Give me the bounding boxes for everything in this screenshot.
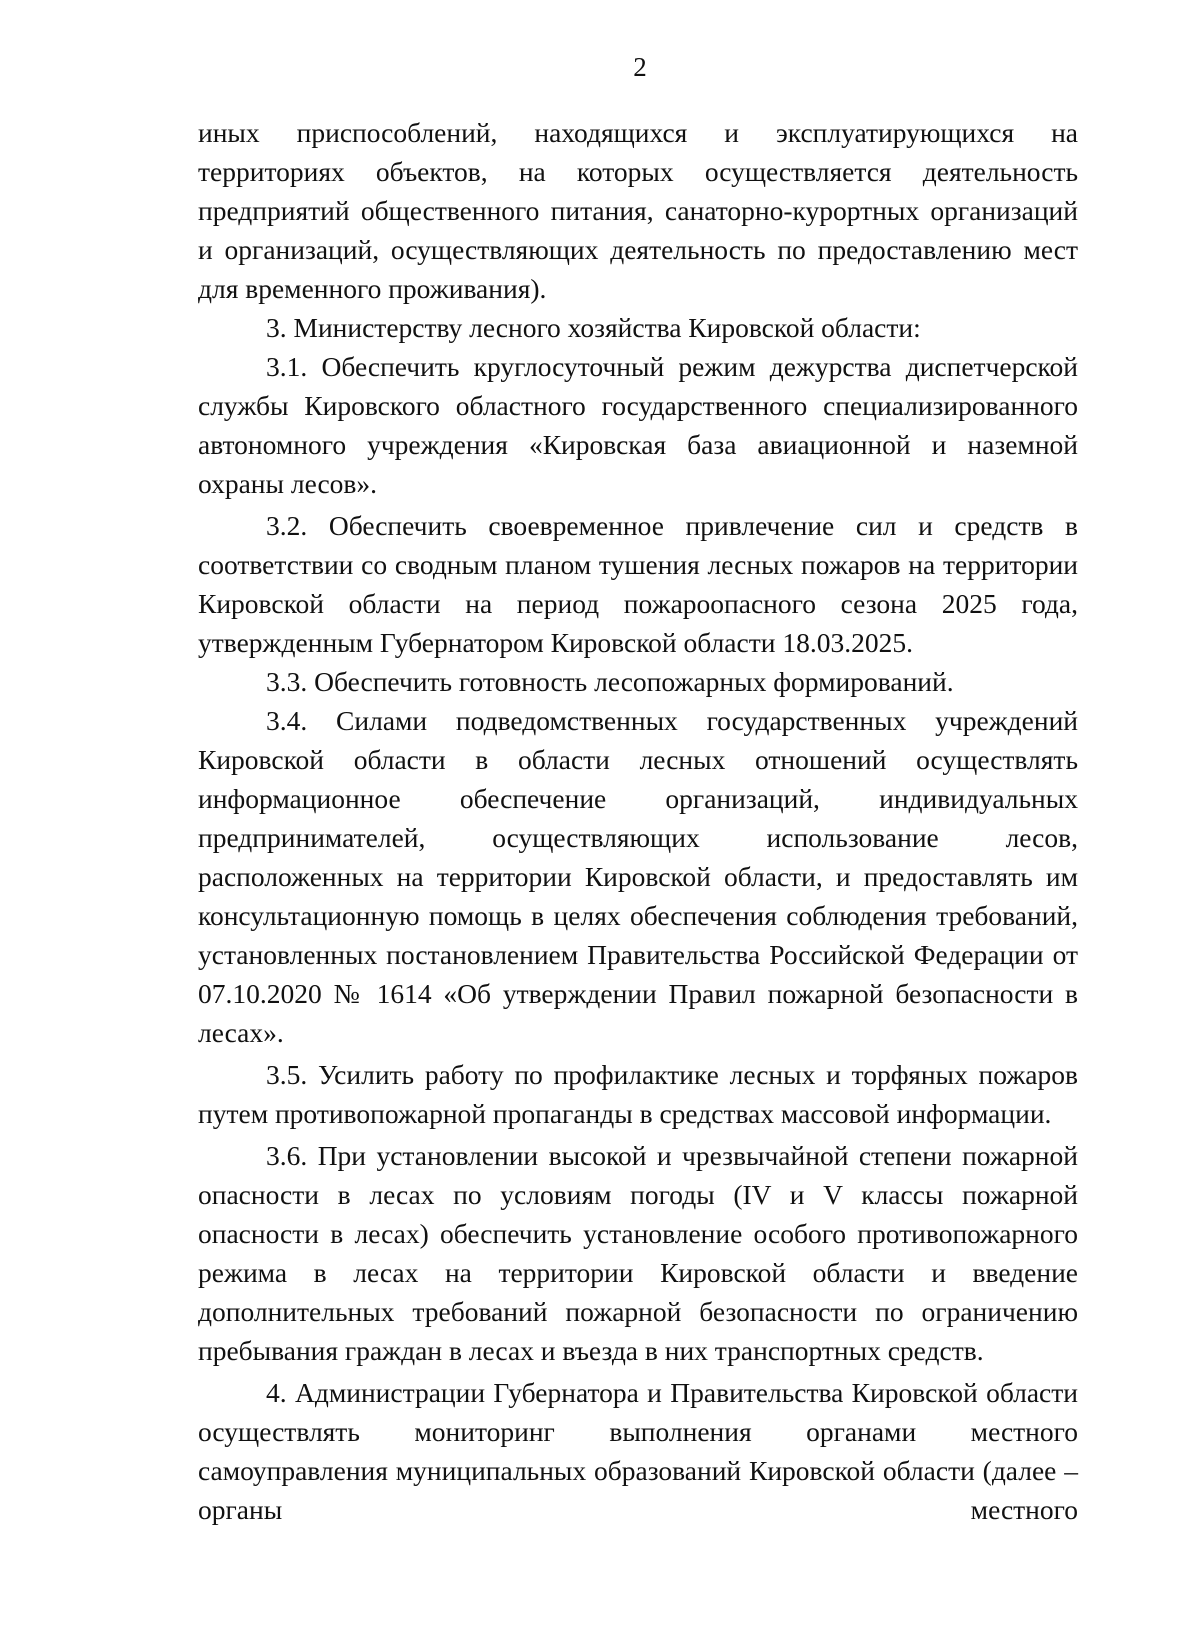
paragraph-item-3-6: 3.6. При установлении высокой и чрезвычайной степени пожарной опасности в лесах по условиям погоды (IV и V классы пожарной опасности в лесах) обеспечить установление особого противопожарного режима в лесах на территории Кировской области и введение дополнительных требований пожарной безопасности по ограничению пребывания граждан в лесах и въезда в них транспортных средств. <box>198 1140 1078 1366</box>
paragraph-item-3-1: 3.1. Обеспечить круглосуточный режим дежурства диспетчерской службы Кировского областного государственного специализированного автономного учреждения «Кировская база авиационной и наземной охраны лесов». <box>198 351 1078 499</box>
paragraph-item-3-3: 3.3. Обеспечить готовность лесопожарных формирований. <box>266 666 954 697</box>
paragraph-item-3-4: 3.4. Силами подведомственных государственных учреждений Кировской области в области лесных отношений осуществлять информационное обеспечение организаций, индивидуальных предпринимателей, осуществляющих использование лесов, расположенных на территории Кировской области, и предоставлять им консультационную помощь в целях обеспечения соблюдения требований, установленных постановлением Правительства Российской Федерации от 07.10.2020 № 1614 «Об утверждении Правил пожарной безопасности в лесах». <box>198 705 1078 1048</box>
paragraph-item-3: 3. Министерству лесного хозяйства Кировской области: <box>266 312 921 343</box>
paragraph-continuation: иных приспособлений, находящихся и эксплуатирующихся на территориях объектов, на которых осуществляется деятельность предприятий общественного питания, санаторно-курортных организаций и организаций, осуществляющих деятельность по предоставлению мест для временного проживания). <box>198 117 1078 304</box>
paragraph-item-3-2: 3.2. Обеспечить своевременное привлечение сил и средств в соответствии со сводным планом тушения лесных пожаров на территории Кировской области на период пожароопасного сезона 2025 года, утвержденным Губернатором Кировской области 18.03.2025. <box>198 510 1078 658</box>
paragraph-item-3-5: 3.5. Усилить работу по профилактике лесных и торфяных пожаров путем противопожарной пропаганды в средствах массовой информации. <box>198 1059 1078 1129</box>
page-number: 2 <box>633 52 647 82</box>
document-body <box>198 113 1078 1529</box>
paragraph-item-4: 4. Администрации Губернатора и Правительства Кировской области осуществлять мониторинг выполнения органами местного самоуправления муниципальных образований Кировской области (далее – органы местного <box>198 1377 1078 1525</box>
